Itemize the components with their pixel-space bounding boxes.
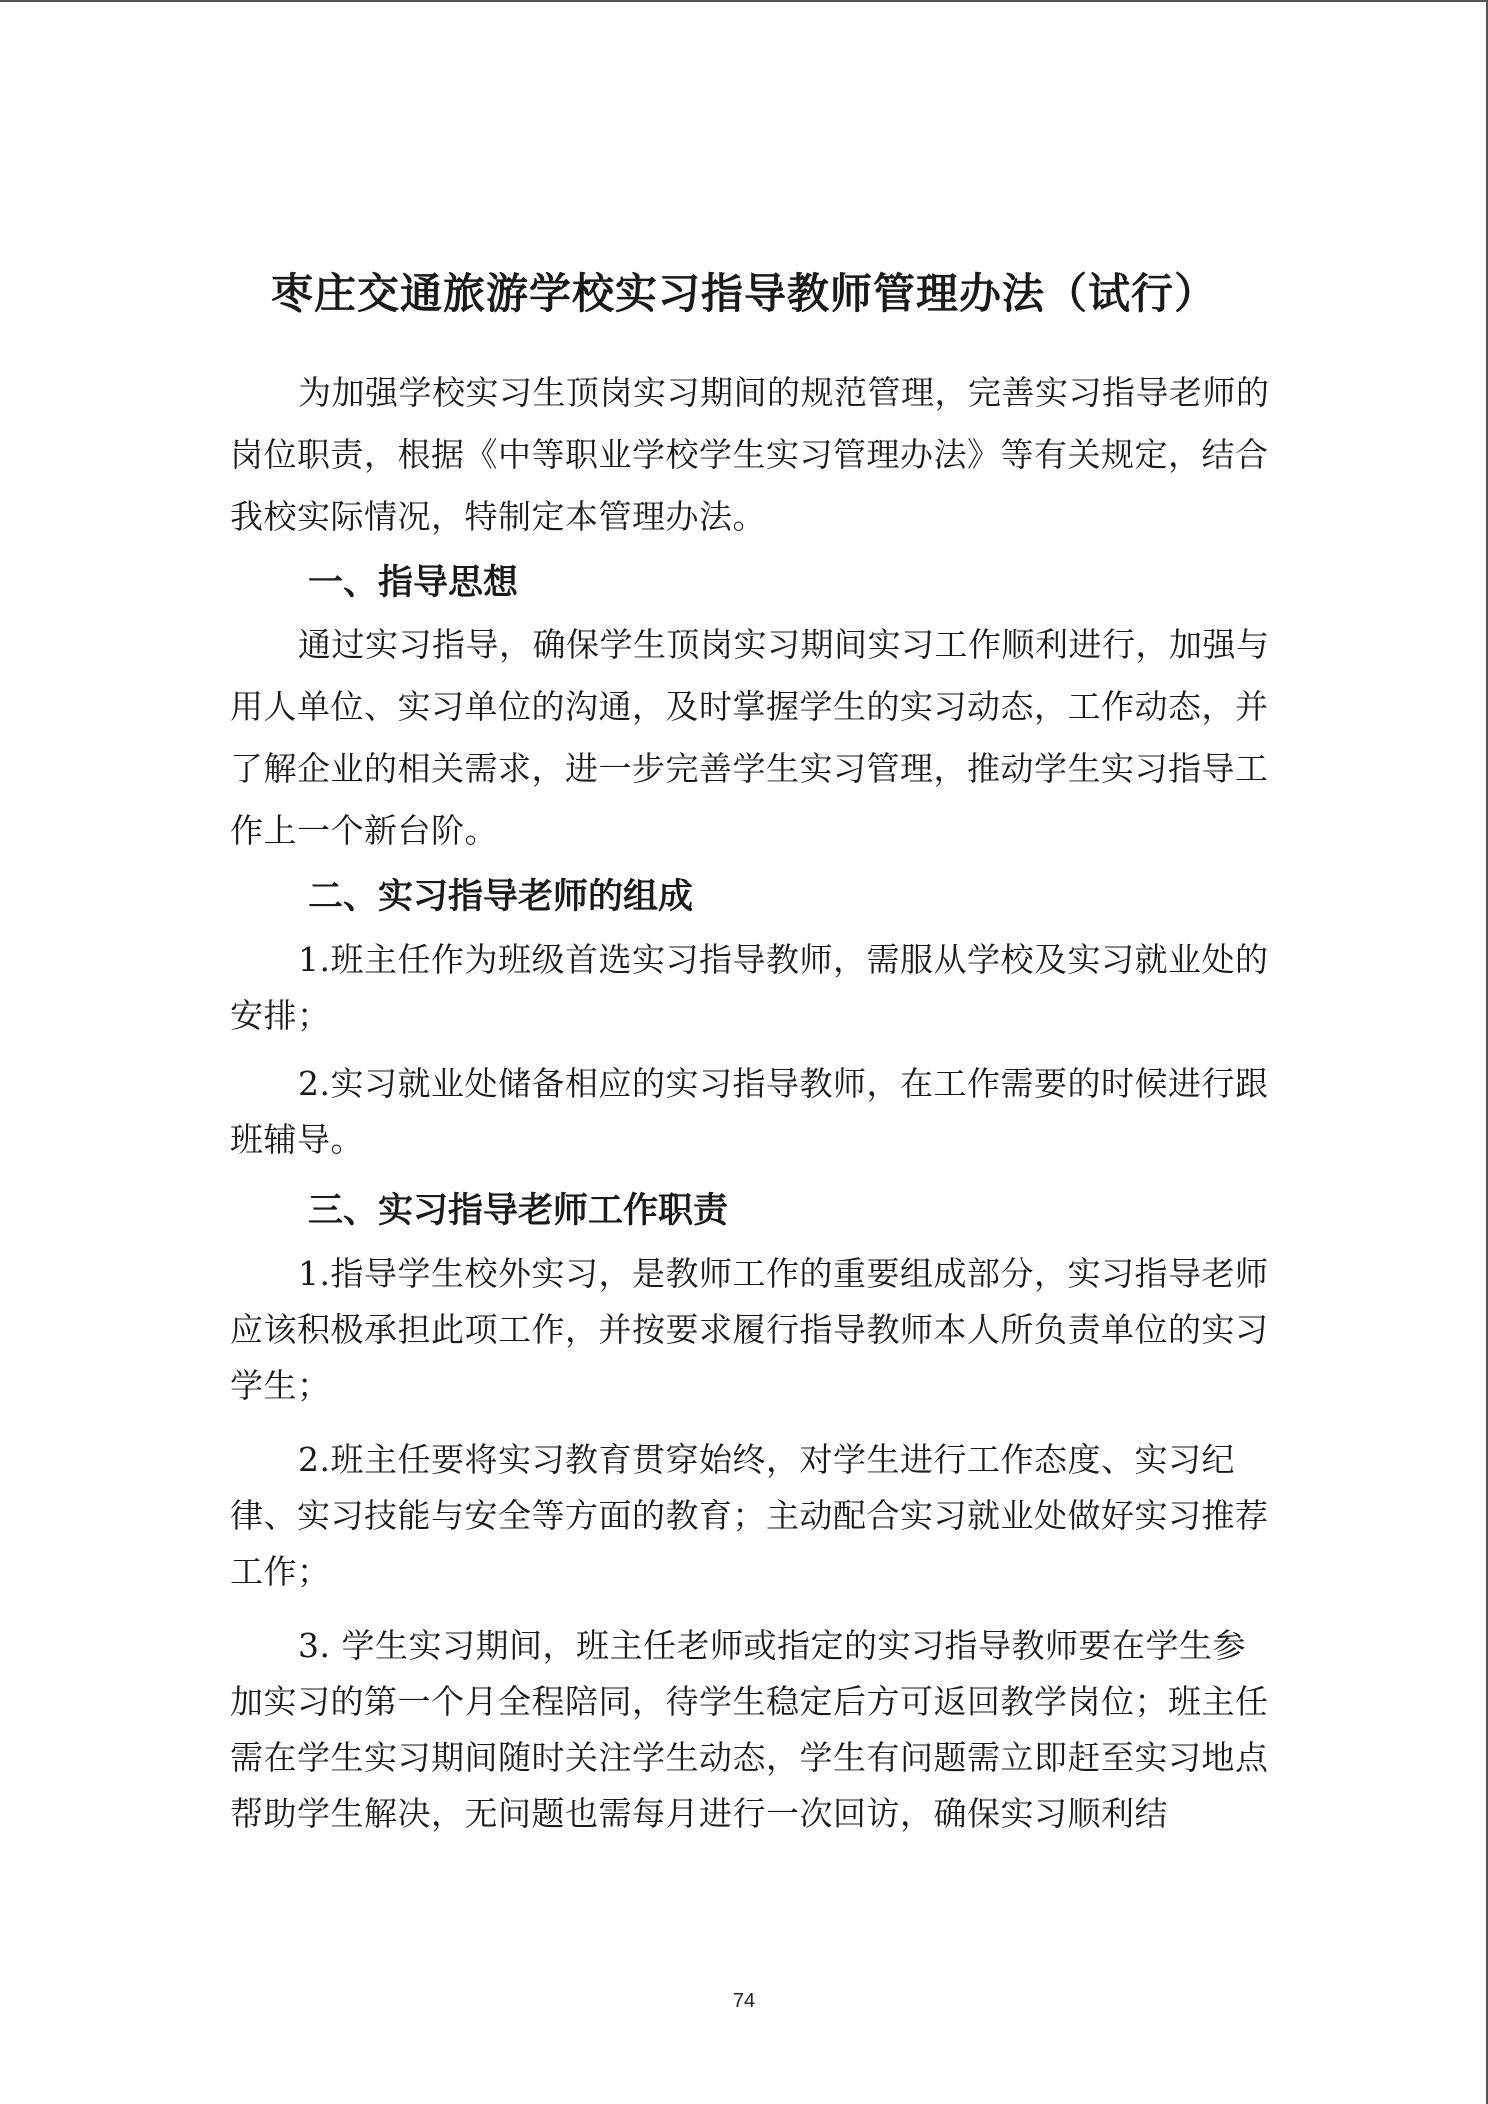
composition-item-2: 2.实习就业处储备相应的实习指导教师，在工作需要的时候进行跟班辅导。 xyxy=(230,1064,1269,1159)
section-heading-duties: 三、实习指导老师工作职责 xyxy=(308,1191,729,1231)
composition-item-1: 1.班主任作为班级首选实习指导教师，需服从学校及实习就业处的安排； xyxy=(230,940,1269,1035)
duties-item-3: 3. 学生实习期间，班主任老师或指定的实习指导教师要在学生参加实习的第一个月全程陪同，待学生稳定后方可返回教学岗位；班主任需在学生实习期间随时关注学生动态，学生有问题需立即赶至实习地点帮助学生解决，无问题也需每月进行一次回访，确保实习顺利结 xyxy=(230,1626,1269,1833)
duties-item-2: 2.班主任要将实习教育贯穿始终，对学生进行工作态度、实习纪律、实习技能与安全等方面的教育；主动配合实习就业处做好实习推荐工作； xyxy=(230,1440,1269,1591)
document-title: 枣庄交通旅游学校实习指导教师管理办法（试行） xyxy=(270,269,1217,318)
guiding-ideology-paragraph: 通过实习指导，确保学生顶岗实习期间实习工作顺利进行，加强与用人单位、实习单位的沟通，及时掌握学生的实习动态，工作动态，并了解企业的相关需求，进一步完善学生实习管理，推动学生实习指导工作上一个新台阶。 xyxy=(230,625,1270,850)
intro-paragraph: 为加强学校实习生顶岗实习期间的规范管理，完善实习指导老师的岗位职责，根据《中等职业学校学生实习管理办法》等有关规定，结合我校实际情况，特制定本管理办法。 xyxy=(230,373,1270,536)
page-number: 74 xyxy=(732,1990,756,2012)
document-body xyxy=(230,362,1270,1842)
duties-item-1: 1.指导学生校外实习，是教师工作的重要组成部分，实习指导老师应该积极承担此项工作，并按要求履行指导教师本人所负责单位的实习学生； xyxy=(230,1254,1269,1405)
section-heading-composition: 二、实习指导老师的组成 xyxy=(308,877,694,917)
section-heading-guiding-ideology: 一、指导思想 xyxy=(308,563,519,603)
